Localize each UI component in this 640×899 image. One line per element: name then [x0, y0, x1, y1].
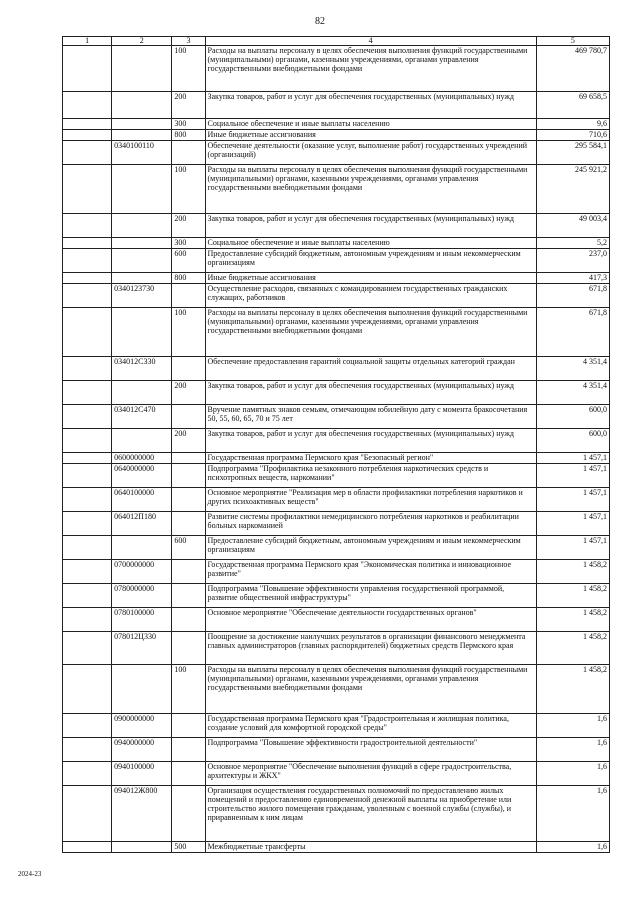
budget-table [62, 36, 610, 853]
row-description: Закупка товаров, работ и услуг для обеспечения государственных (муниципальных) нужд [205, 381, 536, 405]
row-description: Вручение памятных знаков семьям, отмечающим юбилейную дату с момента бракосочетания 50, 55, 60, 65, 70 и 75 лет [205, 405, 536, 429]
row-amount: 49 003,4 [536, 214, 609, 238]
footer-code: 2024-23 [18, 870, 42, 878]
table-row [63, 786, 610, 842]
table-row [63, 665, 610, 714]
expense-type-code [172, 560, 205, 584]
target-article-code [112, 665, 172, 714]
row-col1-cell [63, 512, 112, 536]
table-row [63, 141, 610, 165]
row-amount: 671,8 [536, 308, 609, 357]
table-row [63, 714, 610, 738]
target-article-code [112, 429, 172, 453]
expense-type-code [172, 762, 205, 786]
row-amount: 69 658,5 [536, 92, 609, 119]
row-col1-cell [63, 381, 112, 405]
target-article-code [112, 214, 172, 238]
target-article-code: 0700000000 [112, 560, 172, 584]
target-article-code [112, 249, 172, 273]
table-row [63, 453, 610, 464]
target-article-code: 0640000000 [112, 464, 172, 488]
row-description: Основное мероприятие "Обеспечение деятельности государственных органов" [205, 608, 536, 632]
row-amount: 671,8 [536, 284, 609, 308]
table-row [63, 249, 610, 273]
expense-type-code [172, 284, 205, 308]
target-article-code: 0780100000 [112, 608, 172, 632]
target-article-code [112, 273, 172, 284]
row-col1-cell [63, 92, 112, 119]
target-article-code [112, 119, 172, 130]
row-amount: 1 457,1 [536, 453, 609, 464]
target-article-code [112, 842, 172, 853]
row-description: Расходы на выплаты персоналу в целях обеспечения выполнения функций государственными (муниципальными) органами, казенными учреждениями, органами управления государственными внебюджетными фондами [205, 308, 536, 357]
table-row [63, 536, 610, 560]
expense-type-code [172, 786, 205, 842]
target-article-code: 0780000000 [112, 584, 172, 608]
row-description: Государственная программа Пермского края "Градостроительная и жилищная политика, создание условий для комфортной городской среды" [205, 714, 536, 738]
target-article-code: 094012Ж800 [112, 786, 172, 842]
row-col1-cell [63, 464, 112, 488]
expense-type-code: 600 [172, 536, 205, 560]
expense-type-code [172, 464, 205, 488]
expense-type-code: 100 [172, 165, 205, 214]
row-col1-cell [63, 238, 112, 249]
target-article-code: 0940100000 [112, 762, 172, 786]
row-col1-cell [63, 405, 112, 429]
expense-type-code: 800 [172, 130, 205, 141]
row-col1-cell [63, 762, 112, 786]
row-amount: 245 921,2 [536, 165, 609, 214]
expense-type-code [172, 405, 205, 429]
column-header-2: 2 [112, 37, 172, 46]
expense-type-code: 100 [172, 46, 205, 92]
table-row [63, 119, 610, 130]
row-amount: 1 457,1 [536, 536, 609, 560]
table-header-row [63, 37, 610, 46]
row-col1-cell [63, 842, 112, 853]
row-amount: 1 457,1 [536, 488, 609, 512]
row-description: Межбюджетные трансферты [205, 842, 536, 853]
table-row [63, 464, 610, 488]
page-number: 82 [315, 16, 325, 27]
row-description: Основное мероприятие "Реализация мер в области профилактики потребления наркотиков и других психоактивных веществ" [205, 488, 536, 512]
expense-type-code: 100 [172, 665, 205, 714]
row-description: Обеспечение деятельности (оказание услуг, выполнение работ) государственных учреждений (организаций) [205, 141, 536, 165]
table-row [63, 46, 610, 92]
row-description: Подпрограмма "Профилактика незаконного потребления наркотических средств и психотропных веществ, наркомании" [205, 464, 536, 488]
row-col1-cell [63, 584, 112, 608]
row-amount: 1 458,2 [536, 665, 609, 714]
expense-type-code: 100 [172, 308, 205, 357]
row-description: Расходы на выплаты персоналу в целях обеспечения выполнения функций государственными (муниципальными) органами, казенными учреждениями, органами управления государственными внебюджетными фондами [205, 165, 536, 214]
row-description: Закупка товаров, работ и услуг для обеспечения государственных (муниципальных) нужд [205, 214, 536, 238]
target-article-code: 0640100000 [112, 488, 172, 512]
table-row [63, 214, 610, 238]
row-amount: 600,0 [536, 405, 609, 429]
row-amount: 600,0 [536, 429, 609, 453]
row-description: Предоставление субсидий бюджетным, автономным учреждениям и иным некоммерческим организациям [205, 536, 536, 560]
target-article-code [112, 238, 172, 249]
row-amount: 1,6 [536, 842, 609, 853]
row-amount: 417,3 [536, 273, 609, 284]
target-article-code [112, 130, 172, 141]
target-article-code: 034012С330 [112, 357, 172, 381]
target-article-code [112, 165, 172, 214]
row-amount: 4 351,4 [536, 381, 609, 405]
row-description: Закупка товаров, работ и услуг для обеспечения государственных (муниципальных) нужд [205, 429, 536, 453]
table-row [63, 584, 610, 608]
table-row [63, 130, 610, 141]
column-header-4: 4 [205, 37, 536, 46]
table-row [63, 381, 610, 405]
row-col1-cell [63, 308, 112, 357]
row-description: Осуществление расходов, связанных с командированием государственных гражданских служащих, работников [205, 284, 536, 308]
row-description: Подпрограмма "Повышение эффективности управления государственной программой, развитие общественной инфраструктуры" [205, 584, 536, 608]
target-article-code [112, 92, 172, 119]
expense-type-code: 300 [172, 238, 205, 249]
row-col1-cell [63, 738, 112, 762]
row-col1-cell [63, 632, 112, 665]
row-col1-cell [63, 141, 112, 165]
table-body [63, 46, 610, 853]
expense-type-code: 300 [172, 119, 205, 130]
target-article-code: 078012Ц330 [112, 632, 172, 665]
row-amount: 4 351,4 [536, 357, 609, 381]
row-description: Предоставление субсидий бюджетным, автономным учреждениям и иным некоммерческим организациям [205, 249, 536, 273]
column-header-3: 3 [172, 37, 205, 46]
expense-type-code [172, 632, 205, 665]
target-article-code [112, 308, 172, 357]
expense-type-code [172, 584, 205, 608]
expense-type-code: 200 [172, 214, 205, 238]
row-amount: 295 584,1 [536, 141, 609, 165]
table-row [63, 273, 610, 284]
table-row [63, 608, 610, 632]
table-row [63, 284, 610, 308]
row-amount: 1,6 [536, 786, 609, 842]
row-description: Расходы на выплаты персоналу в целях обеспечения выполнения функций государственными (муниципальными) органами, казенными учреждениями, органами управления государственными внебюджетными фондами [205, 46, 536, 92]
row-col1-cell [63, 665, 112, 714]
row-amount: 5,2 [536, 238, 609, 249]
column-header-5: 5 [536, 37, 609, 46]
expense-type-code: 600 [172, 249, 205, 273]
table-row [63, 762, 610, 786]
row-col1-cell [63, 714, 112, 738]
row-col1-cell [63, 214, 112, 238]
expense-type-code [172, 357, 205, 381]
table-row [63, 308, 610, 357]
row-col1-cell [63, 357, 112, 381]
table-row [63, 405, 610, 429]
expense-type-code [172, 714, 205, 738]
target-article-code: 0340100110 [112, 141, 172, 165]
row-amount: 1 458,2 [536, 584, 609, 608]
table-row [63, 488, 610, 512]
expense-type-code: 200 [172, 381, 205, 405]
expense-type-code: 800 [172, 273, 205, 284]
row-description: Закупка товаров, работ и услуг для обеспечения государственных (муниципальных) нужд [205, 92, 536, 119]
row-description: Государственная программа Пермского края "Безопасный регион" [205, 453, 536, 464]
row-description: Иные бюджетные ассигнования [205, 130, 536, 141]
target-article-code: 0900000000 [112, 714, 172, 738]
target-article-code: 0340123730 [112, 284, 172, 308]
table-row [63, 92, 610, 119]
row-description: Поощрение за достижение наилучших результатов в организации финансового менеджмента главных администраторов (главных распорядителей) бюджетных средств Пермского края [205, 632, 536, 665]
row-col1-cell [63, 429, 112, 453]
row-description: Развитие системы профилактики немедицинского потребления наркотиков и реабилитации больных наркоманией [205, 512, 536, 536]
expense-type-code: 500 [172, 842, 205, 853]
row-col1-cell [63, 560, 112, 584]
row-col1-cell [63, 165, 112, 214]
row-col1-cell [63, 453, 112, 464]
row-amount: 1 458,2 [536, 560, 609, 584]
row-amount: 1 457,1 [536, 464, 609, 488]
table-row [63, 429, 610, 453]
row-col1-cell [63, 284, 112, 308]
expense-type-code [172, 512, 205, 536]
table-row [63, 632, 610, 665]
table-row [63, 357, 610, 381]
row-col1-cell [63, 273, 112, 284]
row-col1-cell [63, 119, 112, 130]
row-description: Государственная программа Пермского края "Экономическая политика и инновационное развитие" [205, 560, 536, 584]
row-col1-cell [63, 786, 112, 842]
row-amount: 237,0 [536, 249, 609, 273]
table-row [63, 165, 610, 214]
row-description: Основное мероприятие "Обеспечение выполнения функций в сфере градостроительства, архитектуры и ЖКХ" [205, 762, 536, 786]
table-row [63, 238, 610, 249]
expense-type-code [172, 488, 205, 512]
column-header-1: 1 [63, 37, 112, 46]
row-description: Социальное обеспечение и иные выплаты населению [205, 238, 536, 249]
expense-type-code [172, 453, 205, 464]
target-article-code: 064012П180 [112, 512, 172, 536]
row-col1-cell [63, 46, 112, 92]
table-row [63, 560, 610, 584]
row-amount: 469 780,7 [536, 46, 609, 92]
target-article-code: 0940000000 [112, 738, 172, 762]
row-description: Расходы на выплаты персоналу в целях обеспечения выполнения функций государственными (муниципальными) органами, казенными учреждениями, органами управления государственными внебюджетными фондами [205, 665, 536, 714]
table-row [63, 842, 610, 853]
row-description: Обеспечение предоставления гарантий социальной защиты отдельных категорий граждан [205, 357, 536, 381]
row-amount: 1,6 [536, 762, 609, 786]
row-description: Подпрограмма "Повышение эффективности градостроительной деятельности" [205, 738, 536, 762]
row-col1-cell [63, 249, 112, 273]
row-amount: 9,6 [536, 119, 609, 130]
target-article-code: 0600000000 [112, 453, 172, 464]
row-description: Социальное обеспечение и иные выплаты населению [205, 119, 536, 130]
row-description: Организация осуществления государственных полномочий по предоставлению жилых помещений и предоставлению единовременной денежной выплаты на приобретение или строительство жилого помещения гражданам, уволенным с военной службы (службы), и приравненным к ним лицам [205, 786, 536, 842]
target-article-code [112, 536, 172, 560]
row-amount: 1 458,2 [536, 632, 609, 665]
expense-type-code: 200 [172, 92, 205, 119]
row-col1-cell [63, 130, 112, 141]
expense-type-code: 200 [172, 429, 205, 453]
target-article-code: 034012С470 [112, 405, 172, 429]
row-amount: 710,6 [536, 130, 609, 141]
table-row [63, 512, 610, 536]
row-col1-cell [63, 536, 112, 560]
expense-type-code [172, 738, 205, 762]
expense-type-code [172, 141, 205, 165]
expense-type-code [172, 608, 205, 632]
row-amount: 1,6 [536, 738, 609, 762]
row-amount: 1 458,2 [536, 608, 609, 632]
target-article-code [112, 381, 172, 405]
target-article-code [112, 46, 172, 92]
row-amount: 1,6 [536, 714, 609, 738]
row-col1-cell [63, 488, 112, 512]
row-amount: 1 457,1 [536, 512, 609, 536]
row-col1-cell [63, 608, 112, 632]
row-description: Иные бюджетные ассигнования [205, 273, 536, 284]
table-row [63, 738, 610, 762]
